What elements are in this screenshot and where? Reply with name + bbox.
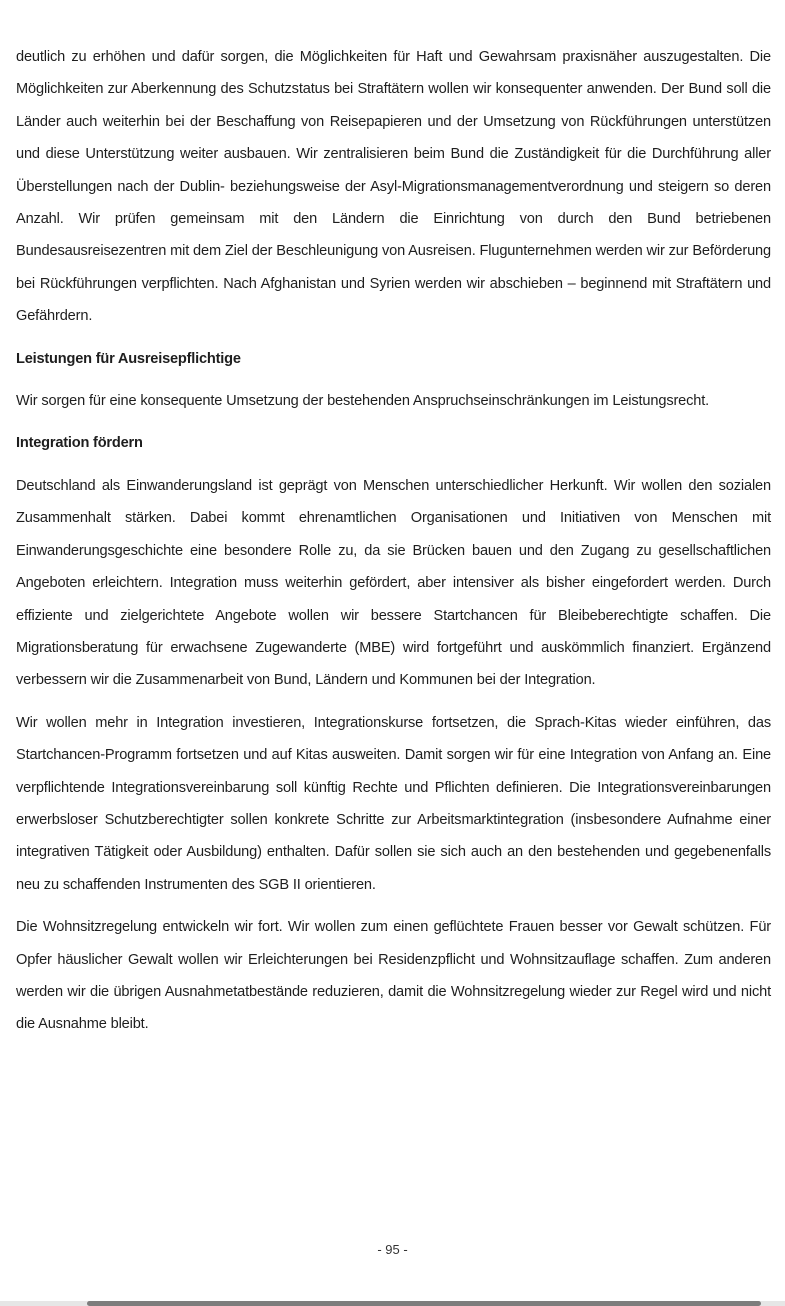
- heading-benefits-for-persons-obliged-to-leave: Leistungen für Ausreisepflichtige: [16, 350, 241, 367]
- paragraph-deportation-measures: deutlich zu erhöhen und dafür sorgen, die Möglichkeiten für Haft und Gewahrsam praxisnäher auszugestalten. Die Möglichkeiten zur Aberkennung des Schutzstatus bei Straftätern wollen wir konsequenter anwenden. Der Bund soll die Länder auch weiterhin bei der Beschaffung von Reisepapieren und der Umsetzung von Rückführungen unterstützen und diese Unterstützung weiter ausbauen. Wir zentralisieren beim Bund die Zuständigkeit für die Durchführung aller Überstellungen nach der Dublin- beziehungsweise der Asyl-Migrationsmanagementverordnung und steigern so deren Anzahl. Wir prüfen gemeinsam mit den Ländern die Einrichtung von durch den Bund betriebenen Bundesausreisezentren mit dem Ziel der Beschleunigung von Ausreisen. Flugunternehmen werden wir zur Beförderung bei Rückführungen verpflichten. Nach Afghanistan und Syrien werden wir abschieben – beginnend mit Straftätern und Gefährdern.: [16, 49, 771, 325]
- page-number: - 95 -: [377, 1242, 408, 1257]
- document-page: [16, 41, 771, 1051]
- heading-promote-integration: Integration fördern: [16, 435, 143, 452]
- paragraph-benefit-restrictions: Wir sorgen für eine konsequente Umsetzung der bestehenden Anspruchseinschränkungen im Leistungsrecht.: [16, 393, 710, 410]
- horizontal-scrollbar-thumb[interactable]: [87, 1301, 761, 1306]
- paragraph-immigration-country: Deutschland als Einwanderungsland ist geprägt von Menschen unterschiedlicher Herkunft. Wir wollen den sozialen Zusammenhalt stärken. Dabei kommt ehrenamtlichen Organisationen und Initiativen von Menschen mit Einwanderungsgeschichte eine besondere Rolle zu, da sie Brücken bauen und den Zugang zu gesellschaftlichen Angeboten erleichtern. Integration muss weiterhin gefördert, aber intensiver als bisher eingefordert werden. Durch effiziente und zielgerichtete Angebote wollen wir bessere Startchancen für Bleibeberechtigte schaffen. Die Migrationsberatung für erwachsene Zugewanderte (MBE) wird fortgeführt und auskömmlich finanziert. Ergänzend verbessern wir die Zusammenarbeit von Bund, Ländern und Kommunen bei der Integration.: [16, 477, 771, 689]
- paragraph-residence-regulation: Die Wohnsitzregelung entwickeln wir fort. Wir wollen zum einen geflüchtete Frauen besser vor Gewalt schützen. Für Opfer häuslicher Gewalt wollen wir Erleichterungen bei Residenzpflicht und Wohnsitzauflage schaffen. Zum anderen werden wir die übrigen Ausnahmetatbestände reduzieren, damit die Wohnsitzregelung wieder zur Regel wird und nicht die Ausnahme bleibt.: [16, 919, 771, 1033]
- paragraph-integration-investment: Wir wollen mehr in Integration investieren, Integrationskurse fortsetzen, die Sprach-Kitas wieder einführen, das Startchancen-Programm fortsetzen und auf Kitas ausweiten. Damit sorgen wir für eine Integration von Anfang an. Eine verpflichtende Integrationsvereinbarung soll künftig Rechte und Pflichten definieren. Die Integrationsvereinbarungen erwerbsloser Schutzberechtigter sollen konkrete Schritte zur Arbeitsmarktintegration (insbesondere Aufnahme einer integrativen Tätigkeit oder Ausbildung) enthalten. Dafür sollen sie sich auch an den bestehenden und gegebenenfalls neu zu schaffenden Instrumenten des SGB II orientieren.: [16, 714, 771, 893]
